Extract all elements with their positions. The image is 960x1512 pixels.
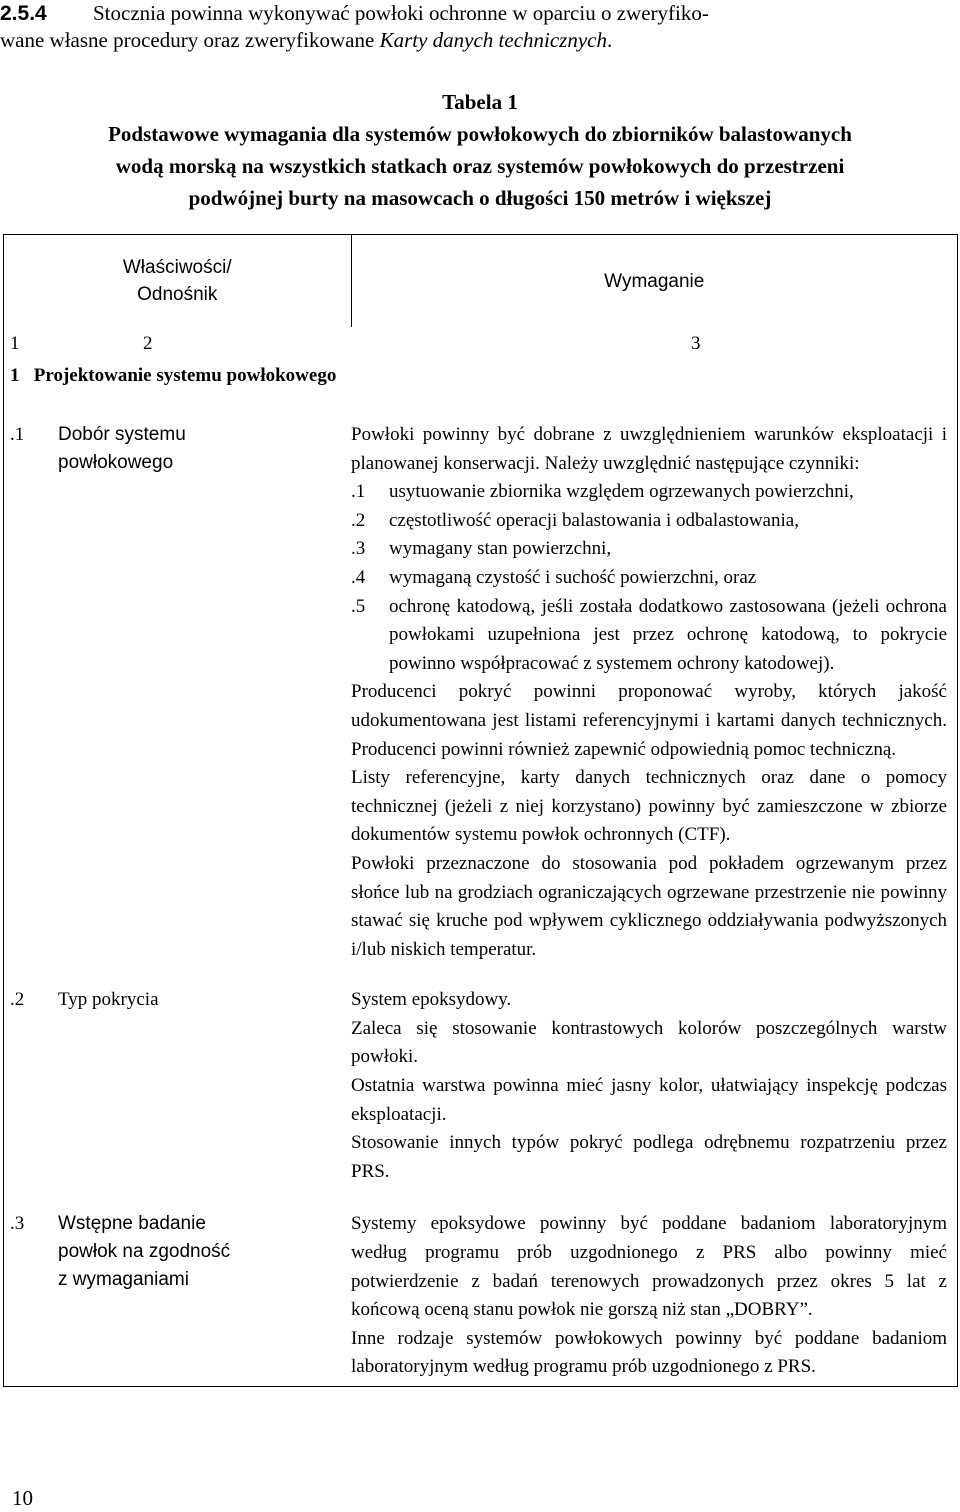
row-label: Typ pokrycia [58,989,159,1011]
section-text-emphasis: Karty danych technicznych [379,28,607,52]
row-requirement: Powłoki powinny być dobrane z uwzględnieniem warunków eksploatacji i planowanej konserwacji. Należy uwzględnić następujące czynniki: .1 usytuowanie zbiornika względem ogrzewanych powierzchni, .2 częstotliwość operacji balastowania i odbalastowania, .3 wymagany stan powierzchni, .4 wymaganą czystość i suchość powierzchni, oraz .5 ochronę katodową, jeśli została dodatkowo zastosowana (jeżeli ochrona powłokami uzupełniona jest przez ochronę katodową, to pokrycie powinno współpracować z systemem ochrony katodowej). Producenci pokryć powinni proponować wyroby, których jakość udokumentowana jest listami referencyjnymi i kartami danych technicznych. Producenci powinni również zapewnić odpowiednią pomoc techniczną. Listy referencyjne, karty danych technicznych oraz dane o pomocy technicznej (jeżeli z niej korzystano) powinny być zamieszczone w zbiorze dokumentów systemu powłok ochronnych (CTF). Powłoki przeznaczone do stosowania pod pokładem ogrzewanym przez słońce lub na grodziach ograniczających ogrzewane przestrzenie nie powinny stawać się kruche pod wpływem cyklicznego oddziaływania podwyższonych i/lub niskich temperatur. [351,407,958,974]
table-title [0,86,960,214]
section-text-line1: Stocznia powinna wykonywać powłoki ochronne w oparciu o zweryfiko- [93,1,709,25]
table-row: .3 Wstępne badanie powłok na zgodność z wymaganiami Systemy epoksydowe powinny być poddane badaniom laboratoryjnym według programu prób uzgodnionego z PRS albo powinny mieć potwierdzenie z badań terenowych prowadzonych przez okres 5 lat z końcową oceną stanu powłok nie gorszą niż stan „DOBRY”. Inne rodzaje systemów powłokowych powinny być poddane badaniom laboratoryjnym według programu prób uzgodnionego z PRS. [4,1198,958,1386]
list-item: .2 częstotliwość operacji balastowania i odbalastowania, [351,509,799,531]
list-item: .3 wymagany stan powierzchni, [351,538,612,560]
column-number-row: 1 2 3 [4,327,958,361]
section-row: 1 Projektowanie systemu powłokowego [4,361,958,407]
header-requirement: Wymaganie [351,235,958,328]
table-title-line2: wodą morską na wszystkich statkach oraz systemów powłokowych do przestrzeni [115,154,845,178]
table-label: Tabela 1 [442,90,518,114]
table-header-row [4,235,958,328]
row-requirement: Systemy epoksydowe powinny być poddane badaniom laboratoryjnym według programu prób uzgodnionego z PRS albo powinny mieć potwierdzenie z badań terenowych prowadzonych przez okres 5 lat z końcową oceną stanu powłok nie gorszą niż stan „DOBRY”. Inne rodzaje systemów powłokowych powinny być poddane badaniom laboratoryjnym według programu prób uzgodnionego z PRS. [351,1198,958,1386]
list-item: .4 wymaganą czystość i suchość powierzchni, oraz [351,566,757,588]
section-number: 2.5.4 [0,2,47,25]
table-title-line1: Podstawowe wymagania dla systemów powłokowych do zbiorników balastowanych [108,122,852,146]
table-row: .2 Typ pokrycia System epoksydowy. Zaleca się stosowanie kontrastowych kolorów poszczególnych warstw powłoki. Ostatnia warstwa powinna mieć jasny kolor, ułatwiający inspekcję podczas eksploatacji. Stosowanie innych typów pokryć podlega odrębnemu rozpatrzeniu przez PRS. [4,974,958,1198]
row-label: Dobór systemu powłokowego [58,424,186,473]
requirements-table [3,234,958,1387]
page-number: 10 [12,1486,33,1510]
table-title-line3: podwójnej burty na masowcach o długości 150 metrów i większej [188,186,772,210]
section-text-line2: wane własne procedury oraz zweryfikowane [0,28,380,52]
table-row: .1 Dobór systemu powłokowego Powłoki powinny być dobrane z uwzględnieniem warunków eksploatacji i planowanej konserwacji. Należy uwzględnić następujące czynniki: .1 usytuowanie zbiornika względem ogrzewanych powierzchni, .2 częstotliwość operacji balastowania i odbalastowania, .3 wymagany stan powierzchni, .4 wymaganą czystość i suchość powierzchni, oraz .5 ochronę katodową, jeśli została dodatkowo zastosowana (jeżeli ochrona powłokami uzupełniona jest przez ochronę katodową, to pokrycie powinno współpracować z systemem ochrony katodowej). Producenci pokryć powinni proponować wyroby, których jakość udokumentowana jest listami referencyjnymi i kartami danych technicznych. Producenci powinni również zapewnić odpowiednią pomoc techniczną. Listy referencyjne, karty danych technicznych oraz dane o pomocy technicznej (jeżeli z niej korzystano) powinny być zamieszczone w zbiorze dokumentów systemu powłok ochronnych (CTF). Powłoki przeznaczone do stosowania pod pokładem ogrzewanym przez słońce lub na grodziach ograniczających ogrzewane przestrzenie nie powinny stawać się kruche pod wpływem cyklicznego oddziaływania podwyższonych i/lub niskich temperatur. [4,407,958,974]
section-heading: 2.5.4 Stocznia powinna wykonywać powłoki ochronne w oparciu o zweryfiko- wane własne procedury oraz zweryfikowane Karty danych technicznych. [0,1,709,52]
row-requirement: System epoksydowy. Zaleca się stosowanie kontrastowych kolorów poszczególnych warstw powłoki. Ostatnia warstwa powinna mieć jasny kolor, ułatwiający inspekcję podczas eksploatacji. Stosowanie innych typów pokryć podlega odrębnemu rozpatrzeniu przez PRS. [351,974,958,1198]
list-item: .1 usytuowanie zbiornika względem ogrzewanych powierzchni, [351,481,854,503]
section-row-title: Projektowanie systemu powłokowego [33,365,337,386]
row-label: Wstępne badanie powłok na zgodność z wymaganiami [58,1198,351,1386]
header-properties: Właściwości/ Odnośnik [4,235,352,328]
list-item: .5 ochronę katodową, jeśli została dodatkowo zastosowana (jeżeli ochrona powłokami uzupełniona jest przez ochronę katodową, to pokrycie powinno współpracować z systemem ochrony katodowej). [351,595,947,674]
